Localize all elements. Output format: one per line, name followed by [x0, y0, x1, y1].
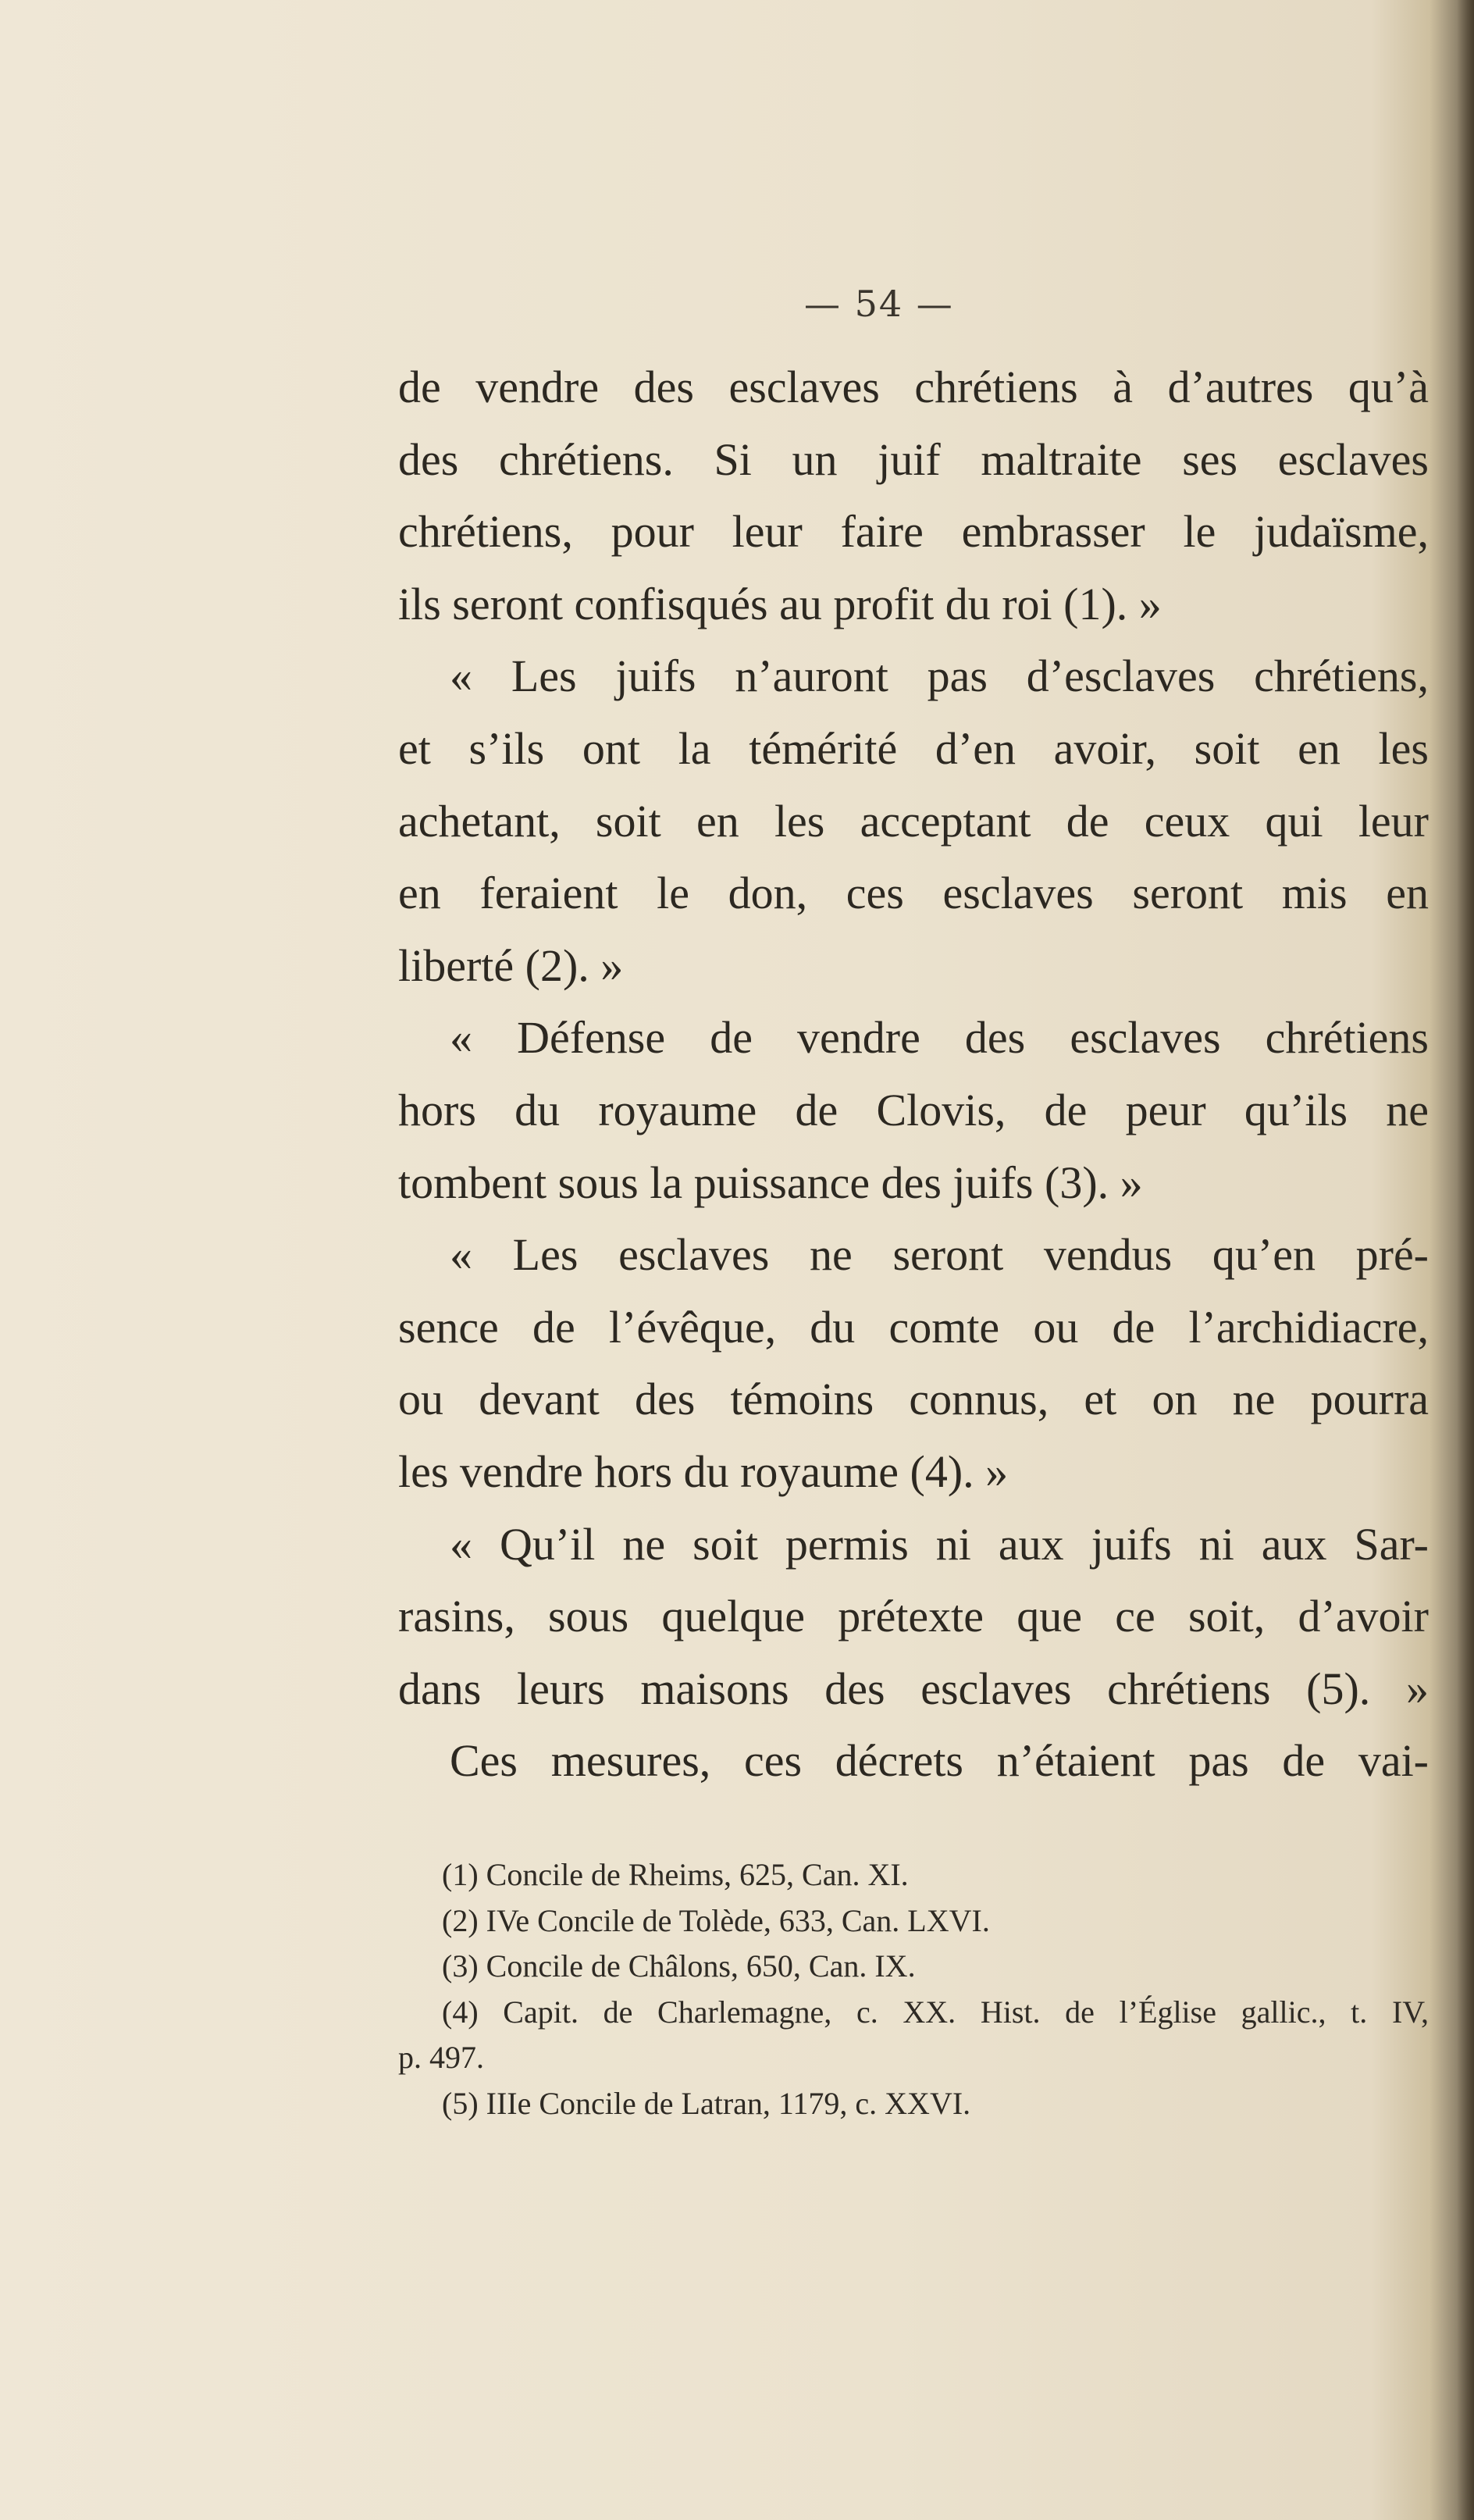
- footnotes: [398, 1852, 1429, 2126]
- text-line: liberté (2). »: [398, 939, 624, 991]
- text-line: ou devant des témoins connus, et on ne pourra: [398, 1374, 1429, 1425]
- text-line: les vendre hors du royaume (4). »: [398, 1445, 1009, 1497]
- text-line: « Les esclaves ne seront vendus qu’en pré-: [450, 1229, 1429, 1281]
- footnote: (3) Concile de Châlons, 650, Can. IX.: [442, 1948, 916, 1984]
- footnote: (1) Concile de Rheims, 625, Can. XI.: [442, 1857, 909, 1892]
- text-line: Ces mesures, ces décrets n’étaient pas de vai-: [450, 1735, 1429, 1787]
- body-text: [398, 351, 1429, 1798]
- text-line: tombent sous la puissance des juifs (3). »: [398, 1157, 1143, 1208]
- text-line: ils seront confisqués au profit du roi (1). »: [398, 578, 1162, 629]
- text-line: des chrétiens. Si un juif maltraite ses esclaves: [398, 433, 1429, 485]
- text-line: et s’ils ont la témérité d’en avoir, soit en les: [398, 722, 1429, 774]
- text-line: « Les juifs n’auront pas d’esclaves chrétiens,: [450, 650, 1429, 702]
- text-line: rasins, sous quelque prétexte que ce soit, d’avoir: [398, 1591, 1429, 1642]
- text-line: en feraient le don, ces esclaves seront mis en: [398, 868, 1429, 919]
- footnote: (4) Capit. de Charlemagne, c. XX. Hist. de l’Église gallic., t. IV,: [442, 1994, 1429, 2030]
- footnote-continuation: p. 497.: [398, 2040, 484, 2075]
- text-line: « Défense de vendre des esclaves chrétiens: [450, 1012, 1429, 1064]
- text-line: « Qu’il ne soit permis ni aux juifs ni aux Sar-: [450, 1518, 1429, 1570]
- page-edge-shadow: [1457, 0, 1474, 2520]
- footnote: (5) IIIe Concile de Latran, 1179, c. XXVI.: [442, 2085, 971, 2121]
- text-line: chrétiens, pour leur faire embrasser le judaïsme,: [398, 506, 1429, 558]
- text-line: achetant, soit en les acceptant de ceux qui leur: [398, 795, 1429, 847]
- footnote: (2) IVe Concile de Tolède, 633, Can. LXVI.: [442, 1902, 990, 1938]
- text-line: sence de l’évêque, du comte ou de l’archidiacre,: [398, 1301, 1429, 1353]
- text-line: dans leurs maisons des esclaves chrétiens (5). »: [398, 1663, 1429, 1714]
- text-line: de vendre des esclaves chrétiens à d’autres qu’à: [398, 362, 1429, 412]
- page-number: — 54 —: [804, 283, 954, 325]
- text-line: hors du royaume de Clovis, de peur qu’ils ne: [398, 1084, 1429, 1135]
